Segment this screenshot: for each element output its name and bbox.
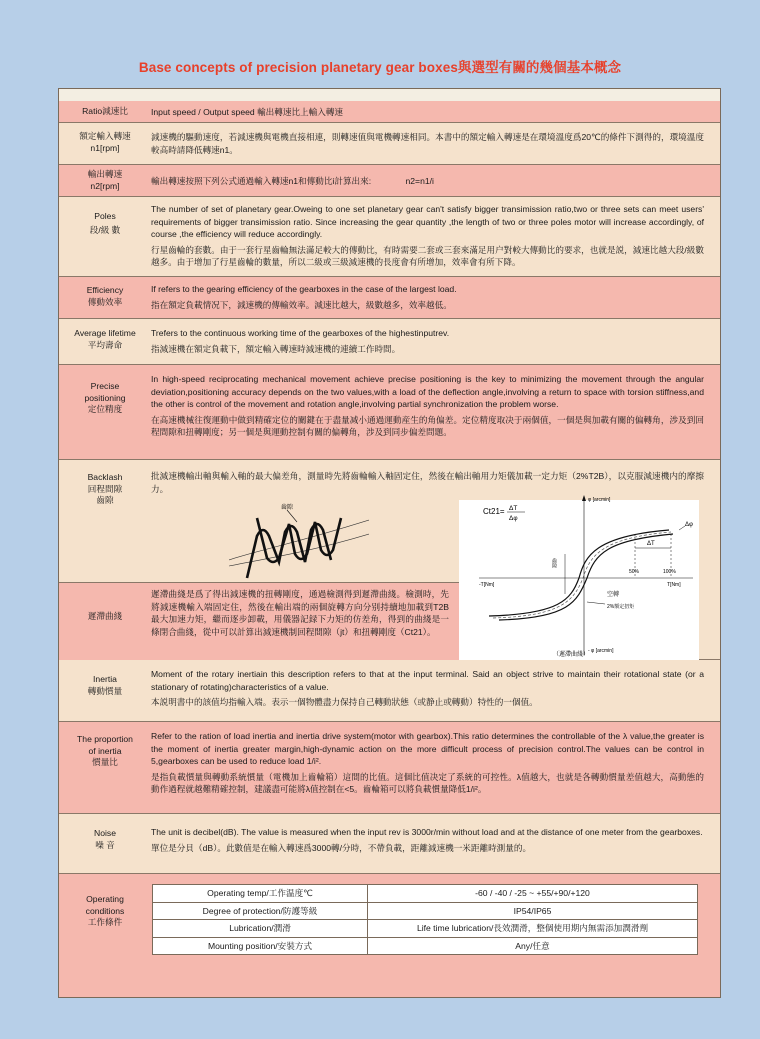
axis-phi-bottom: - φ [arcmin] — [588, 648, 614, 654]
poles-label: Poles — [94, 211, 116, 221]
row-operating-conditions — [59, 874, 720, 997]
conditions-label-2: conditions — [85, 905, 125, 916]
gear-label: 齒隙 — [281, 505, 294, 511]
rated-input-text: 減速機的驅動速度，若減速機與電機直接相連，則轉速值與電機轉速相同。本書中的額定輸入轉速是在環境溫度爲20℃的條件下測得的，環境溫度較高時請降低轉速n1。 — [151, 132, 704, 155]
label-50-percent: 50% — [629, 569, 640, 575]
row-backlash — [59, 460, 720, 660]
axis-t-positive: T[Nm] — [667, 582, 681, 588]
rated-input-label: 額定輸入轉速 — [79, 131, 131, 141]
proportion-label-2: of inertia — [88, 745, 122, 756]
table-row — [153, 920, 698, 938]
precise-text-zh: 在高速機械往復運動中做到精確定位的關鍵在于盡量减小通過運動産生的角偏差。定位精度取决于兩個值，一個是與加載有關的偏轉角，涉及到回程間隙和扭轉剛度；另一個是與運動控制有關的偏轉角，涉及到同步偏差問題。 — [151, 414, 704, 438]
row-lifetime — [59, 319, 720, 365]
efficiency-label-zh: 傳動效率 — [87, 296, 123, 307]
backlash-text: 批減速機輸出軸與輸入軸的最大偏差角，測量時先將齒輪輸入軸固定住，然後在輸出軸用力矩儀加載一定力矩（2%T2B），以克服減速機内的摩擦力。 — [151, 471, 704, 494]
proportion-label: The proportion — [77, 734, 133, 744]
row-output-speed — [59, 165, 720, 197]
row-ratio — [59, 101, 720, 123]
phi-axis-arrow — [582, 495, 586, 501]
efficiency-text-en: If refers to the gearing efficiency of the gearboxes in the case of the largest load. — [151, 284, 457, 294]
output-speed-label: 輸出轉速 — [87, 169, 123, 179]
inertia-text-zh: 本説明書中的該值均指輸入端。表示一個物體盡力保持自己轉動狀態（或静止或轉動）特性的一個值。 — [151, 697, 538, 708]
inertia-label-zh: 轉動慣量 — [87, 685, 123, 696]
row-efficiency — [59, 277, 720, 319]
gear-backlash-figure — [229, 500, 369, 580]
proportion-text-zh: 是指負載慣量與轉動系統慣量（電機加上齒輪箱）這間的比值。這個比值决定了系統的可控性。λ值越大，也就是各轉動慣量差值越大，高動態的動作過程就越難精確控制，建議盡可能將λ值控制在<5。齒輪箱可以將負載慣量降低1/i²。 — [151, 771, 704, 795]
hysteresis-loop-upper — [489, 530, 669, 616]
poles-text-en: The number of set of planetary gear.Oweing to one set planetary gear can't satisfy bigger transimission ratio,two or three sets can meet users' requirements of bigger transimission ratio. Since increasing the gear quantity ,the length of two or three poles motor will increase accordingly, of course ,the efficiency will reduce accordingly. — [151, 204, 704, 240]
noise-label: Noise — [94, 828, 116, 838]
ct-formula-label: Ct21= — [483, 507, 505, 516]
inertia-label: Inertia — [93, 674, 117, 684]
output-speed-symbol: n2[rpm] — [90, 180, 120, 191]
condition-name: Mounting position/安裝方式 — [153, 937, 368, 955]
lifetime-label-zh: 平均壽命 — [87, 339, 123, 350]
label-delta-t: ΔT — [647, 541, 655, 547]
lifetime-label: Average lifetime — [74, 328, 136, 338]
precise-label-zh: 定位精度 — [87, 404, 123, 414]
inertia-text-en: Moment of the rotary inertiain this description refers to that at the input terminal. Said an object strive to maintain their rotational state (or a stationary of rotating)characteristics of a value. — [151, 669, 704, 692]
ct-formula-numerator: ΔT — [509, 505, 518, 512]
chart-caption: （遲滯曲綫） — [553, 652, 590, 658]
hysteresis-chart — [459, 490, 699, 660]
poles-label-zh: 段/級 數 — [89, 225, 121, 235]
condition-name: Operating temp/工作温度℃ — [153, 885, 368, 903]
page-title: Base concepts of precision planetary gear boxes與選型有關的幾個基本概念 — [138, 60, 622, 75]
backlash-label: Backlash — [87, 472, 123, 482]
row-rated-input — [59, 123, 720, 165]
backlash-label-zh-2: 齒隙 — [96, 495, 114, 505]
label-100-percent: 100% — [663, 569, 676, 575]
concept-sheet — [58, 88, 721, 998]
noise-text-en: The unit is decibel(dB). The value is measured when the input rev is 3000r/min without load and at the distance of one meter from the gearboxes. — [151, 827, 703, 837]
ratio-label: Ratio減速比 — [82, 106, 128, 116]
condition-value: Life time lubrication/長效潤滑，整個使用期内無需添加潤滑劑 — [368, 920, 698, 938]
hysteresis-label: 遲滯曲綫 — [87, 611, 123, 621]
label-2-percent: 2%額定扭矩 — [607, 604, 635, 610]
lifetime-text-en: Trefers to the continuous working time of the gearboxes of the highestinputrev. — [151, 328, 450, 338]
output-speed-formula: n2=n1/i — [405, 176, 434, 186]
label-idle: 空轉 — [607, 592, 620, 598]
hysteresis-text: 遲滯曲綫是爲了得出減速機的扭轉剛度，通過檢測得到遲滯曲綫。檢測時，先將減速機輸入端固定住，然後在輸出端的兩個旋轉方向分别持續地加載到T2B最大加速力矩，繼而逐步卸載，用儀器記録下力矩的仿差角，得到的曲綫是一條閉合曲綫，從中可以計算出減速機制回程間隙（jt）和扭轉剛度（Ct21）。 — [151, 589, 449, 637]
row-precise-positioning — [59, 365, 720, 460]
precise-label-2: positioning — [84, 392, 126, 403]
conditions-table — [152, 884, 698, 955]
row-noise — [59, 814, 720, 874]
axis-t-negative: -T[Nm] — [479, 582, 495, 588]
output-speed-text: 輸出轉速按照下列公式通過輸入轉速n1和傳動比i計算出來: — [151, 176, 372, 186]
lifetime-text-zh: 指減速機在額定負載下，額定輸入轉速時減速機的連續工作時間。 — [151, 343, 401, 354]
condition-name: Degree of protection/防護等級 — [153, 902, 368, 920]
label-delta-phi: Δφ — [685, 522, 693, 528]
proportion-text-en: Refer to the ration of load inertia and inertia drive system(motor with gearbox).This ratio determines the controllable of the λ value,the greater is the moment of inertia greater margin,high-dynamic action on the more difficult process of precision control.The values can be control in 5,gearboxes can be used to reduce load 1/i². — [151, 731, 704, 767]
proportion-label-zh: 慣量比 — [92, 757, 118, 767]
efficiency-label: Efficiency — [86, 285, 124, 295]
hysteresis-mean-curve — [493, 532, 671, 618]
conditions-label: Operating — [86, 894, 124, 904]
conditions-label-zh: 工作條件 — [87, 917, 123, 927]
precise-text-en: In high-speed reciprocating mechanical movement achieve precise positioning is the key to minimizing the movement through the angular deviation,positioning accuracy depends on the two values,with a load of the deflection angle,involving a return to space with torsion stiffness,and the other is control of the movement and rotation angle,involving partial synchronization the problem worse. — [151, 374, 704, 410]
gear-label-leader — [287, 510, 297, 522]
poles-text-zh: 行星齒輪的套數。由于一套行星齒輪無法滿足較大的傳動比，有時需要二套或三套來滿足用户對較大傳動比的要求，也就是説，減速比越大段/級數越多。由于增加了行星齒輪的數量，所以二級或三級減速機的長度會有所增加，效率會有所下降。 — [151, 244, 704, 268]
row-poles — [59, 197, 720, 277]
ct-formula-denominator: Δφ — [509, 515, 518, 522]
idle-leader — [587, 602, 605, 604]
noise-text-zh: 單位是分貝（dB）。此數值是在輸入轉速爲3000轉/分時，不帶負載，距離減速機一米距離時測量的。 — [151, 842, 532, 853]
condition-value: Any/任意 — [368, 937, 698, 955]
axis-phi-top: φ [arcmin] — [588, 497, 611, 503]
label-backlash-vertical: 齒隙 — [551, 558, 557, 568]
table-row — [153, 937, 698, 955]
condition-value: -60 / -40 / -25 ~ +55/+90/+120 — [368, 885, 698, 903]
condition-name: Lubrication/潤滑 — [153, 920, 368, 938]
condition-value: IP54/IP65 — [368, 902, 698, 920]
row-inertia — [59, 660, 720, 722]
row-proportion-of-inertia — [59, 722, 720, 814]
backlash-label-zh: 回程間隙 — [87, 483, 123, 494]
noise-label-zh: 噪 音 — [95, 839, 115, 850]
ratio-text: Input speed / Output speed 輸出轉速比上輸入轉速 — [151, 107, 344, 117]
rated-input-symbol: n1[rpm] — [90, 142, 120, 153]
table-row — [153, 885, 698, 903]
precise-label: Precise — [90, 381, 120, 391]
table-row — [153, 902, 698, 920]
hysteresis-subrow — [59, 582, 459, 660]
efficiency-text-zh: 指在額定負載情况下，減速機的傳輸效率。減速比越大，級數越多，效率越低。 — [151, 299, 452, 310]
